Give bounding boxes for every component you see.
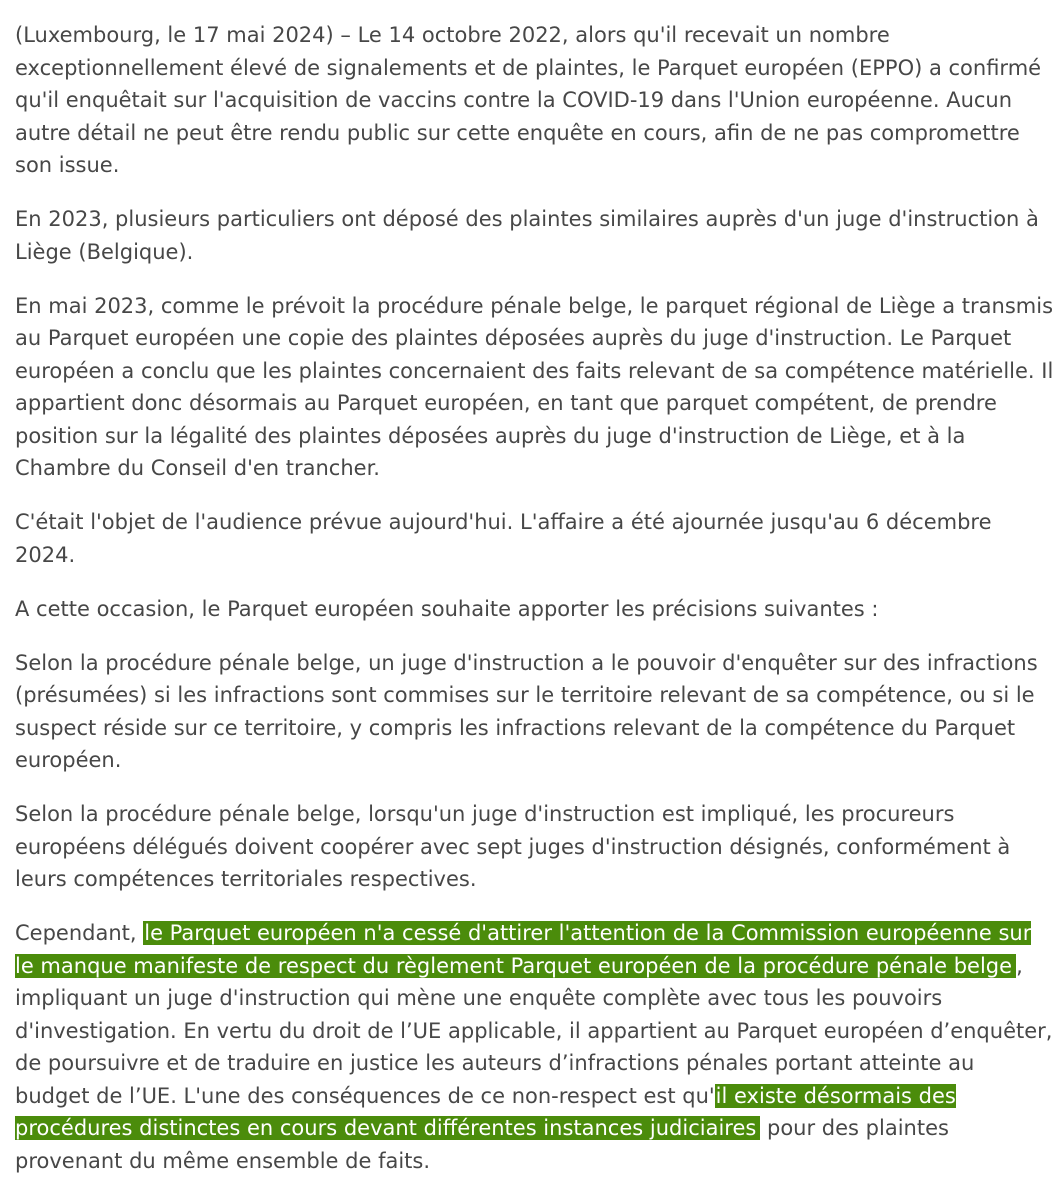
paragraph-however-lead: Cependant,: [15, 921, 144, 945]
paragraph-cooperation: Selon la procédure pénale belge, lorsqu'un juge d'instruction est impliqué, les procureurs européens délégués doivent coopérer avec sept juges d'instruction désignés, conformément à leurs compétences territoriales respectives.: [15, 802, 1011, 891]
paragraph-transmission: En mai 2023, comme le prévoit la procédure pénale belge, le parquet régional de Liège a transmis au Parquet européen une copie des plaintes déposées auprès du juge d'instruction. Le Parquet européen a conclu que les plaintes concernaient des faits relevant de sa compétence matérielle. Il appartient donc désormais au Parquet européen, en tant que parquet compétent, de prendre position sur la légalité des plaintes déposées auprès du juge d'instruction de Liège, et à la Chambre du Conseil d'en trancher.: [15, 293, 1054, 480]
paragraph-complaints-2023: En 2023, plusieurs particuliers ont déposé des plaintes similaires auprès d'un juge d'instruction à Liège (Belgique).: [15, 207, 1039, 264]
paragraph-investigating-judge: Selon la procédure pénale belge, un juge d'instruction a le pouvoir d'enquêter sur des infractions (présumées) si les infractions sont commises sur le territoire relevant de sa compétence, ou si le suspect réside sur ce territoire, y compris les infractions relevant de la compétence du Parquet européen.: [15, 650, 1038, 772]
paragraph-however-middle: , impliquant un juge d'instruction qui mène une enquête complète avec tous les pouvoirs d'investigation. En vertu du droit de l’UE applicable, il appartient au Parquet européen d’enquêter, de poursuivre et de traduire en justice les auteurs d’infractions pénales portant atteinte au budget de l’UE. L'une des conséquences de ce non-respect est qu': [15, 953, 1053, 1108]
paragraph-however: [15, 917, 1055, 1177]
press-release-body: [15, 19, 1055, 1199]
paragraph-however-tail: pour des plaintes provenant du même ensemble de faits.: [15, 1116, 949, 1173]
paragraph-intro: (Luxembourg, le 17 mai 2024) – Le 14 octobre 2022, alors qu'il recevait un nombre exceptionnellement élevé de signalements et de plaintes, le Parquet européen (EPPO) a confirmé qu'il enquêtait sur l'acquisition de vaccins contre la COVID-19 dans l'Union européenne. Aucun autre détail ne peut être rendu public sur cette enquête en cours, afin de ne pas compromettre son issue.: [15, 23, 1042, 177]
paragraph-hearing: C'était l'objet de l'audience prévue aujourd'hui. L'affaire a été ajournée jusqu'au 6 décembre 2024.: [15, 510, 992, 567]
highlight-commission-attention: le Parquet européen n'a cessé d'attirer l'attention de la Commission européenne sur le manque manifeste de respect du règlement Parquet européen de la procédure pénale belge: [15, 921, 1032, 978]
paragraph-clarifications: A cette occasion, le Parquet européen souhaite apporter les précisions suivantes :: [15, 596, 879, 621]
highlight-separate-procedures: il existe désormais des procédures distinctes en cours devant différentes instances judiciaires: [15, 1083, 956, 1140]
